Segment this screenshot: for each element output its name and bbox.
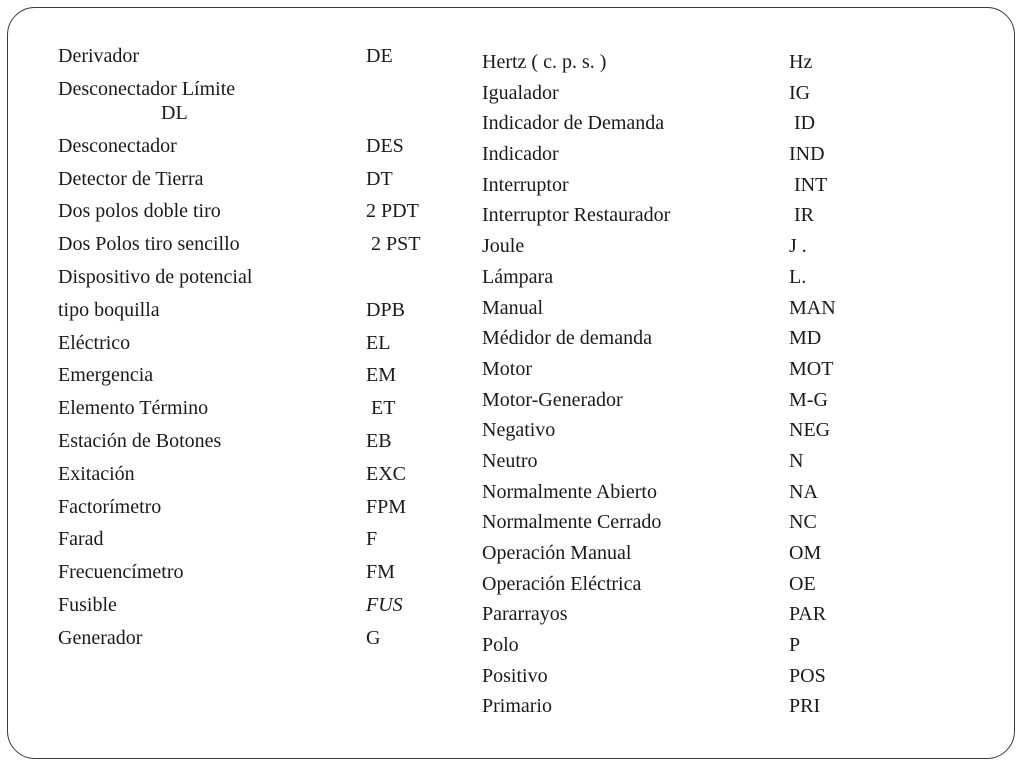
term-continuation: DL bbox=[161, 101, 188, 124]
term: Interruptor bbox=[482, 173, 569, 196]
abbreviation: MD bbox=[789, 327, 822, 350]
abbreviation: Hz bbox=[789, 51, 813, 73]
abbreviation: POS bbox=[789, 664, 826, 687]
abbreviation: G bbox=[366, 626, 381, 649]
term: Desconectador bbox=[58, 134, 177, 157]
term: Normalmente Abierto bbox=[482, 480, 657, 503]
abbreviation: P bbox=[789, 634, 801, 657]
abbreviation: IR bbox=[789, 204, 814, 227]
term: Primario bbox=[482, 695, 552, 718]
abbreviation: FPM bbox=[366, 495, 407, 518]
term: Dispositivo de potencial bbox=[58, 265, 253, 288]
term: Interruptor Restaurador bbox=[482, 204, 671, 227]
term: Emergencia bbox=[58, 364, 154, 387]
term: Lámpara bbox=[482, 265, 554, 288]
term: Manual bbox=[482, 296, 544, 319]
abbreviation: EXC bbox=[366, 462, 406, 485]
term: Elemento Término bbox=[58, 397, 209, 420]
abbreviation: 2 PST bbox=[366, 233, 421, 256]
abbreviation: NA bbox=[789, 480, 818, 503]
abbreviation: PAR bbox=[789, 603, 827, 626]
term: Dos Polos tiro sencillo bbox=[58, 233, 240, 256]
abbreviation: F bbox=[366, 528, 378, 551]
abbreviation: INT bbox=[789, 173, 828, 196]
abbreviation: PRI bbox=[789, 695, 821, 718]
term: Negativo bbox=[482, 419, 556, 442]
abbreviation: 2 PDT bbox=[366, 200, 419, 223]
term: Fusible bbox=[58, 593, 117, 616]
term: Detector de Tierra bbox=[58, 167, 204, 190]
term: Pararrayos bbox=[482, 603, 568, 626]
abbreviation: L. bbox=[789, 265, 807, 288]
abbreviation: MAN bbox=[789, 296, 836, 319]
abbreviation: N bbox=[789, 449, 804, 472]
term: Igualador bbox=[482, 81, 559, 104]
term: Generador bbox=[58, 626, 143, 649]
abbreviation: EL bbox=[366, 331, 391, 354]
term: Motor-Generador bbox=[482, 388, 623, 411]
term: Neutro bbox=[482, 449, 538, 472]
abbreviation: DE bbox=[366, 45, 393, 67]
term: Dos polos doble tiro bbox=[58, 200, 221, 223]
term: Factorímetro bbox=[58, 495, 162, 518]
term: tipo boquilla bbox=[58, 298, 160, 321]
term: Motor bbox=[482, 357, 532, 380]
term: Médidor de demanda bbox=[482, 327, 652, 350]
abbreviation: M-G bbox=[789, 388, 828, 411]
abbreviation: FUS bbox=[366, 593, 403, 616]
term: Hertz ( c. p. s. ) bbox=[482, 51, 607, 73]
abbreviation: J . bbox=[789, 235, 807, 258]
term: Polo bbox=[482, 634, 519, 657]
term: Operación Manual bbox=[482, 542, 632, 564]
term: Exitación bbox=[58, 462, 135, 485]
term: Indicador de Demanda bbox=[482, 112, 665, 135]
term: Derivador bbox=[58, 45, 140, 67]
abbreviation: OE bbox=[789, 572, 816, 595]
abbreviation: OM bbox=[789, 542, 822, 564]
abbreviation: MOT bbox=[789, 357, 834, 380]
term: Indicador bbox=[482, 143, 559, 166]
abbreviation: ID bbox=[789, 112, 816, 135]
term: Joule bbox=[482, 235, 525, 258]
term: Estación de Botones bbox=[58, 429, 222, 452]
term: Desconectador Límite bbox=[58, 77, 236, 100]
term: Farad bbox=[58, 528, 104, 551]
abbreviation: EB bbox=[366, 429, 392, 452]
abbreviation: NEG bbox=[789, 419, 831, 442]
abbreviation: IND bbox=[789, 143, 825, 166]
term: Frecuencímetro bbox=[58, 561, 184, 584]
term: Operación Eléctrica bbox=[482, 572, 642, 595]
term: Eléctrico bbox=[58, 331, 131, 354]
abbreviation: FM bbox=[366, 561, 395, 584]
abbreviation: DES bbox=[366, 134, 404, 157]
term: Positivo bbox=[482, 664, 548, 687]
abbreviation: EM bbox=[366, 364, 396, 387]
abbreviation: DT bbox=[366, 167, 393, 190]
abbreviation: ET bbox=[366, 397, 396, 420]
abbreviation: DPB bbox=[366, 298, 405, 321]
abbreviation: NC bbox=[789, 511, 817, 534]
abbreviation: IG bbox=[789, 81, 811, 104]
term: Normalmente Cerrado bbox=[482, 511, 662, 534]
